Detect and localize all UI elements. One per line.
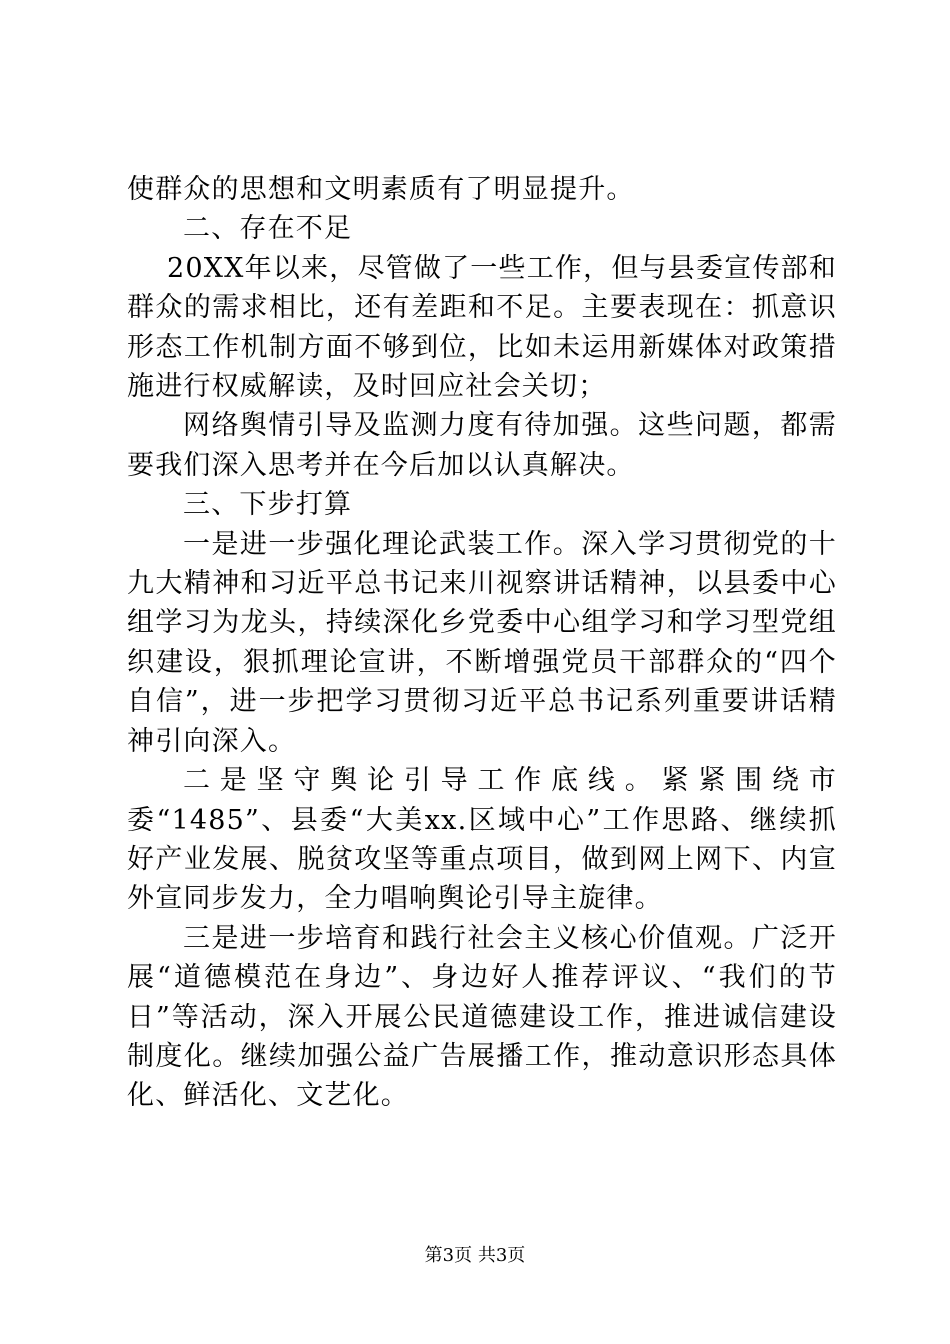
paragraph-next-step-3: 三是进一步培育和践行社会主义核心价值观。广泛开展“道德模范在身边”、身边好人推荐评议、“我们的节日”等活动，深入开展公民道德建设工作，推进诚信建设制度化。继续加强公益广告展播工作，推动意识形态具体化、鲜活化、文艺化。 <box>127 922 837 1112</box>
paragraph-shortcomings: 20XX年以来，尽管做了一些工作，但与县委宣传部和群众的需求相比，还有差距和不足。主要表现在：抓意识形态工作机制方面不够到位，比如未运用新媒体对政策措施进行权威解读，及时回应社会关切； <box>127 252 837 403</box>
paragraph-continuation: 使群众的思想和文明素质有了明显提升。 <box>127 174 635 205</box>
section-heading-next-steps: 三、下步打算 <box>183 489 353 521</box>
page-footer: 第3页 共3页 <box>424 1245 526 1266</box>
document-body <box>127 170 837 1116</box>
paragraph-next-step-2: 二是坚守舆论引导工作底线。紧紧围绕市委“1485”、县委“大美xx.区域中心”工作思路、继续抓好产业发展、脱贫攻坚等重点项目，做到网上网下、内宣外宣同步发力，全力唱响舆论引导主旋律。 <box>127 765 837 915</box>
section-heading-shortcomings: 二、存在不足 <box>183 213 353 245</box>
paragraph-next-step-1: 一是进一步强化理论武装工作。深入学习贯彻党的十九大精神和习近平总书记来川视察讲话精神，以县委中心组学习为龙头，持续深化乡党委中心组学习和学习型党组织建设，狠抓理论宣讲，不断增强党员干部群众的“四个自信”，进一步把学习贯彻习近平总书记系列重要讲话精神引向深入。 <box>127 528 837 757</box>
paragraph-public-opinion: 网络舆情引导及监测力度有待加强。这些问题，都需要我们深入思考并在今后加以认真解决。 <box>127 410 837 481</box>
